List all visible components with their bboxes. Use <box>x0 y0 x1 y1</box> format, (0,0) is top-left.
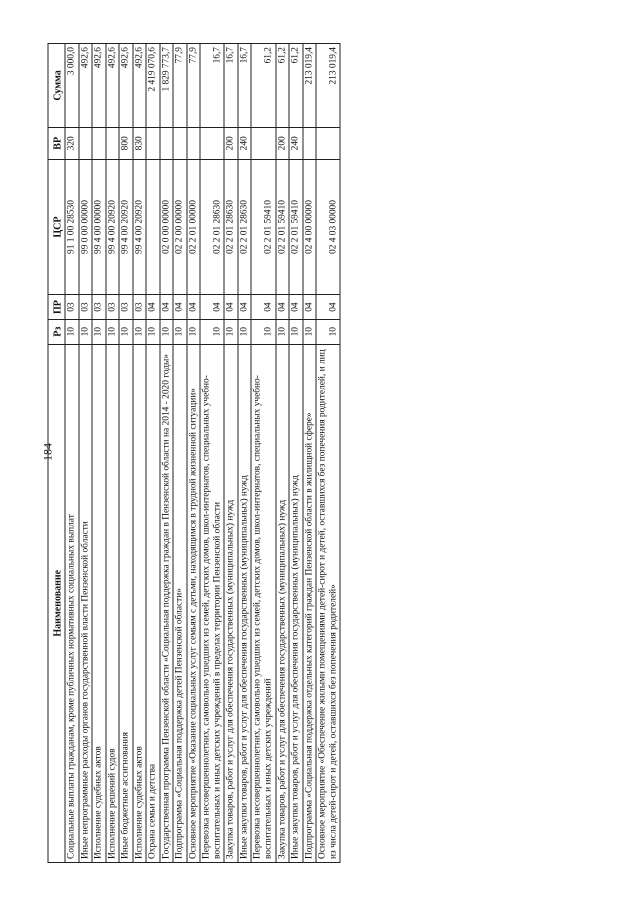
cell-sum: 213 019,4 <box>316 43 340 127</box>
cell-rz: 10 <box>92 319 106 344</box>
cell-pr: 04 <box>200 294 224 319</box>
cell-sum: 16,7 <box>238 43 252 127</box>
cell-sum: 1 829 773,7 <box>160 43 174 127</box>
cell-pr: 03 <box>106 294 120 319</box>
table-row <box>303 43 317 862</box>
cell-csr: 99 0 00 00000 <box>79 159 93 294</box>
table-header-row <box>48 43 65 862</box>
cell-vr <box>316 127 340 159</box>
cell-pr: 04 <box>173 294 187 319</box>
cell-vr <box>251 127 275 159</box>
cell-rz: 10 <box>146 319 160 344</box>
cell-pr: 04 <box>316 294 340 319</box>
cell-csr: 02 2 01 59410 <box>276 159 290 294</box>
cell-rz: 10 <box>303 319 317 344</box>
cell-name: Иные закупки товаров, работ и услуг для обеспечения государственных (муниципальных) нужд <box>238 344 252 862</box>
cell-pr: 04 <box>160 294 174 319</box>
table-row <box>289 43 303 862</box>
cell-sum: 16,7 <box>200 43 224 127</box>
cell-sum: 16,7 <box>224 43 238 127</box>
cell-rz: 10 <box>65 319 79 344</box>
cell-sum: 213 019,4 <box>303 43 317 127</box>
cell-vr <box>106 127 120 159</box>
cell-vr: 830 <box>133 127 147 159</box>
budget-table <box>48 43 341 863</box>
cell-vr: 240 <box>289 127 303 159</box>
cell-csr: 02 2 00 00000 <box>173 159 187 294</box>
cell-csr: 02 0 00 00000 <box>160 159 174 294</box>
cell-rz: 10 <box>133 319 147 344</box>
cell-name: Исполнение судебных актов <box>133 344 147 862</box>
header-sum: Сумма <box>48 43 65 127</box>
cell-pr: 03 <box>65 294 79 319</box>
cell-csr <box>146 159 160 294</box>
cell-sum: 492,6 <box>133 43 147 127</box>
cell-vr: 200 <box>276 127 290 159</box>
table-row <box>224 43 238 862</box>
table-row <box>173 43 187 862</box>
cell-rz: 10 <box>276 319 290 344</box>
cell-vr <box>187 127 201 159</box>
cell-vr <box>303 127 317 159</box>
cell-csr: 99 4 00 00000 <box>92 159 106 294</box>
cell-rz: 10 <box>316 319 340 344</box>
cell-pr: 04 <box>276 294 290 319</box>
header-name: Наименование <box>48 344 65 862</box>
cell-rz: 10 <box>200 319 224 344</box>
cell-rz: 10 <box>119 319 133 344</box>
cell-pr: 04 <box>146 294 160 319</box>
cell-name: Иные закупки товаров, работ и услуг для обеспечения государственных (муниципальных) нужд <box>289 344 303 862</box>
cell-pr: 03 <box>119 294 133 319</box>
table-row <box>133 43 147 862</box>
cell-sum: 77,9 <box>187 43 201 127</box>
cell-pr: 03 <box>92 294 106 319</box>
cell-csr: 99 4 00 20920 <box>119 159 133 294</box>
cell-pr: 04 <box>303 294 317 319</box>
cell-sum: 492,6 <box>119 43 133 127</box>
table-row <box>160 43 174 862</box>
table-row <box>146 43 160 862</box>
cell-vr <box>200 127 224 159</box>
table-row <box>276 43 290 862</box>
cell-rz: 10 <box>187 319 201 344</box>
table-row <box>251 43 275 862</box>
cell-vr: 800 <box>119 127 133 159</box>
cell-csr: 02 2 01 28630 <box>200 159 224 294</box>
cell-pr: 03 <box>133 294 147 319</box>
rotated-page <box>48 43 593 863</box>
cell-name: Перевозка несовершеннолетних, самовольно ушедших из семей, детских домов, школ-интернатов, специальных учебно-воспитательных и иных детских учреждений в пределах территории Пензенской области <box>200 344 224 862</box>
cell-sum: 3 000,0 <box>65 43 79 127</box>
cell-csr: 02 2 01 59410 <box>289 159 303 294</box>
table-row <box>79 43 93 862</box>
cell-name: Иные непрограммные расходы органов государственной власти Пензенской области <box>79 344 93 862</box>
cell-vr: 200 <box>224 127 238 159</box>
cell-rz: 10 <box>251 319 275 344</box>
table-row <box>316 43 340 862</box>
cell-rz: 10 <box>289 319 303 344</box>
cell-pr: 04 <box>238 294 252 319</box>
cell-vr <box>79 127 93 159</box>
cell-name: Подпрограмма «Социальная поддержка отдельных категорий граждан Пензенской области в жилищной сфере» <box>303 344 317 862</box>
cell-vr <box>146 127 160 159</box>
table-row <box>65 43 79 862</box>
cell-csr: 99 4 00 20920 <box>133 159 147 294</box>
cell-name: Основное мероприятие «Оказание социальных услуг семьям с детьми, находящимся в трудной жизненной ситуации» <box>187 344 201 862</box>
cell-sum: 2 419 070,6 <box>146 43 160 127</box>
cell-name: Закупка товаров, работ и услуг для обеспечения государственных (муниципальных) нужд <box>276 344 290 862</box>
page-number: 184 <box>40 443 55 461</box>
cell-vr: 240 <box>238 127 252 159</box>
cell-sum: 492,6 <box>79 43 93 127</box>
header-vr: ВР <box>48 127 65 159</box>
cell-csr: 02 2 01 00000 <box>187 159 201 294</box>
cell-csr: 02 2 01 59410 <box>251 159 275 294</box>
cell-sum: 492,6 <box>106 43 120 127</box>
cell-csr: 02 2 01 28630 <box>224 159 238 294</box>
cell-name: Государственная программа Пензенской области «Социальная поддержка граждан в Пензенской области на 2014 - 2020 годы» <box>160 344 174 862</box>
header-pr: ПР <box>48 294 65 319</box>
cell-name: Иные бюджетные ассигнования <box>119 344 133 862</box>
header-csr: ЦСР <box>48 159 65 294</box>
cell-name: Исполнение решений судов <box>106 344 120 862</box>
table-row <box>187 43 201 862</box>
cell-csr: 02 4 00 00000 <box>303 159 317 294</box>
table-row <box>238 43 252 862</box>
cell-csr: 99 4 00 20920 <box>106 159 120 294</box>
table-row <box>92 43 106 862</box>
cell-rz: 10 <box>224 319 238 344</box>
table-row <box>200 43 224 862</box>
cell-name: Подпрограмма «Социальная поддержка детей Пензенской области» <box>173 344 187 862</box>
cell-csr: 02 2 01 28630 <box>238 159 252 294</box>
cell-name: Закупка товаров, работ и услуг для обеспечения государственных (муниципальных) нужд <box>224 344 238 862</box>
cell-name: Исполнение судебных актов <box>92 344 106 862</box>
cell-pr: 04 <box>224 294 238 319</box>
cell-pr: 04 <box>251 294 275 319</box>
cell-rz: 10 <box>238 319 252 344</box>
cell-sum: 61,2 <box>289 43 303 127</box>
cell-name: Охрана семьи и детства <box>146 344 160 862</box>
cell-rz: 10 <box>106 319 120 344</box>
cell-vr <box>92 127 106 159</box>
cell-name: Перевозка несовершеннолетних, самовольно ушедших из семей, детских домов, школ-интернатов, специальных учебно-воспитательных и иных детских учреждений <box>251 344 275 862</box>
cell-sum: 77,9 <box>173 43 187 127</box>
cell-rz: 10 <box>173 319 187 344</box>
cell-sum: 61,2 <box>276 43 290 127</box>
cell-sum: 61,2 <box>251 43 275 127</box>
cell-pr: 04 <box>187 294 201 319</box>
cell-csr: 91 1 00 28530 <box>65 159 79 294</box>
cell-pr: 03 <box>79 294 93 319</box>
table-row <box>106 43 120 862</box>
cell-sum: 492,6 <box>92 43 106 127</box>
cell-name: Социальные выплаты гражданам, кроме публичных нормативных социальных выплат <box>65 344 79 862</box>
cell-rz: 10 <box>79 319 93 344</box>
cell-vr <box>160 127 174 159</box>
header-rz: Рз <box>48 319 65 344</box>
cell-vr: 320 <box>65 127 79 159</box>
cell-name: Основное мероприятие «Обеспечение жилыми помещениями детей-сирот и детей, оставшихся без попечения родителей, и лиц из числа детей-сирот и детей, оставшихся без попечения родителей» <box>316 344 340 862</box>
table-row <box>119 43 133 862</box>
cell-csr: 02 4 03 00000 <box>316 159 340 294</box>
cell-rz: 10 <box>160 319 174 344</box>
cell-vr <box>173 127 187 159</box>
cell-pr: 04 <box>289 294 303 319</box>
